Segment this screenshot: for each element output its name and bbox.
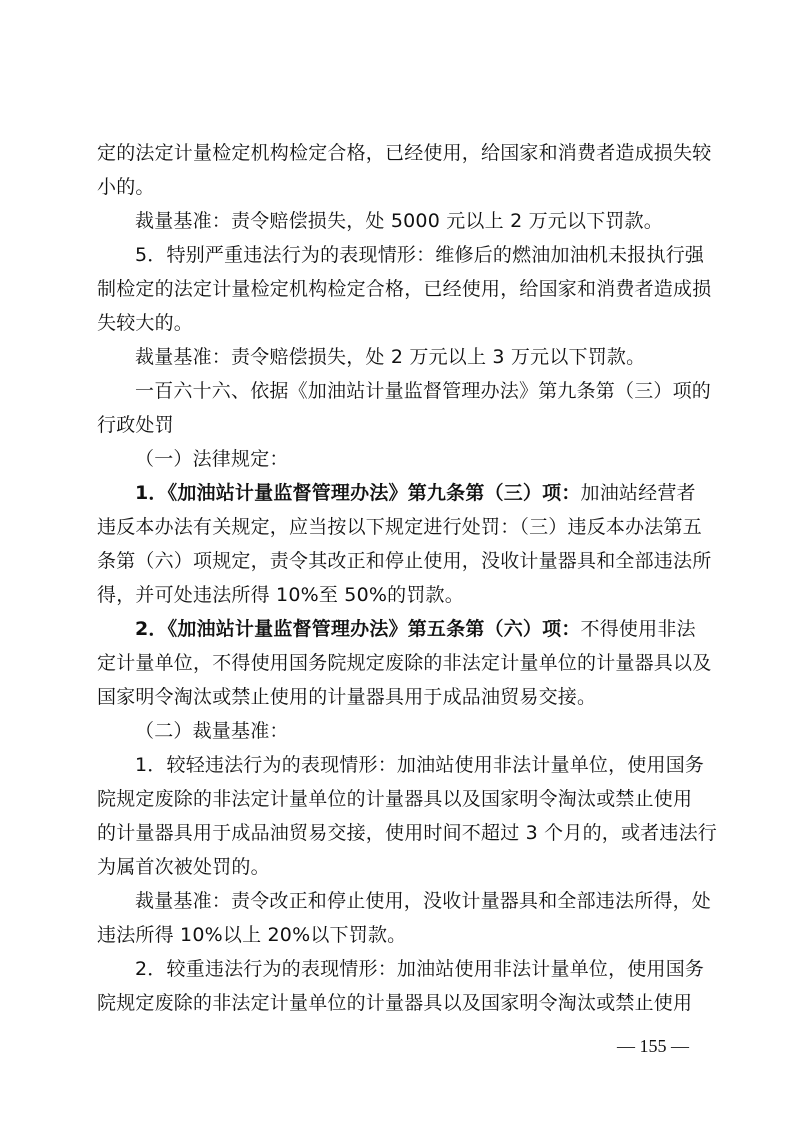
text-line: 2．较重违法行为的表现情形：加油站使用非法计量单位，使用国务 (135, 958, 705, 980)
page-number: — 155 — (617, 1036, 689, 1056)
text-line: 裁量基准：责令赔偿损失，处 2 万元以上 3 万元以下罚款。 (135, 346, 646, 368)
text-line: 定的法定计量检定机构检定合格，已经使用，给国家和消费者造成损失较 (97, 142, 712, 164)
text-line: 2．《加油站计量监督管理办法》第五条第（六）项：不得使用非法 (135, 618, 696, 640)
text-line: 违法所得 10%以上 20%以下罚款。 (97, 924, 407, 946)
text-line: 失较大的。 (97, 312, 194, 334)
text-line: 裁量基准：责令改正和停止使用，没收计量器具和全部违法所得，处 (135, 890, 712, 912)
text-line: 1．《加油站计量监督管理办法》第九条第（三）项：加油站经营者 (135, 482, 696, 504)
section-heading-cont: 行政处罚 (97, 414, 174, 436)
text-line: 院规定废除的非法定计量单位的计量器具以及国家明令淘汰或禁止使用 (97, 992, 693, 1014)
section-heading: 一百六十六、依据《加油站计量监督管理办法》第九条第（三）项的 (135, 380, 712, 402)
text-line: 定计量单位，不得使用国务院规定废除的非法定计量单位的计量器具以及 (97, 652, 712, 674)
text-line: 裁量基准：责令赔偿损失，处 5000 元以上 2 万元以下罚款。 (135, 210, 664, 232)
bold-citation: 1．《加油站计量监督管理办法》第九条第（三）项： (135, 482, 581, 504)
text-line: 制检定的法定计量检定机构检定合格，已经使用，给国家和消费者造成损 (97, 278, 712, 300)
text-line: 的计量器具用于成品油贸易交接，使用时间不超过 3 个月的，或者违法行 (97, 822, 717, 844)
bold-citation: 2．《加油站计量监督管理办法》第五条第（六）项： (135, 618, 581, 640)
text-line: 院规定废除的非法定计量单位的计量器具以及国家明令淘汰或禁止使用 (97, 788, 693, 810)
text-line: 条第（六）项规定，责令其改正和停止使用，没收计量器具和全部违法所 (97, 550, 712, 572)
subsection-heading: （二）裁量基准： (135, 720, 289, 742)
text-line: 小的。 (97, 176, 155, 198)
subsection-heading: （一）法律规定： (135, 448, 289, 470)
text-line: 得，并可处违法所得 10%至 50%的罚款。 (97, 584, 464, 606)
text-line: 违反本办法有关规定，应当按以下规定进行处罚：（三）违反本办法第五 (97, 516, 702, 538)
text-line: 5．特别严重违法行为的表现情形：维修后的燃油加油机未报执行强 (135, 244, 705, 266)
text-line: 为属首次被处罚的。 (97, 856, 270, 878)
text-line: 1．较轻违法行为的表现情形：加油站使用非法计量单位，使用国务 (135, 754, 705, 776)
text-line: 国家明令淘汰或禁止使用的计量器具用于成品油贸易交接。 (97, 686, 597, 708)
